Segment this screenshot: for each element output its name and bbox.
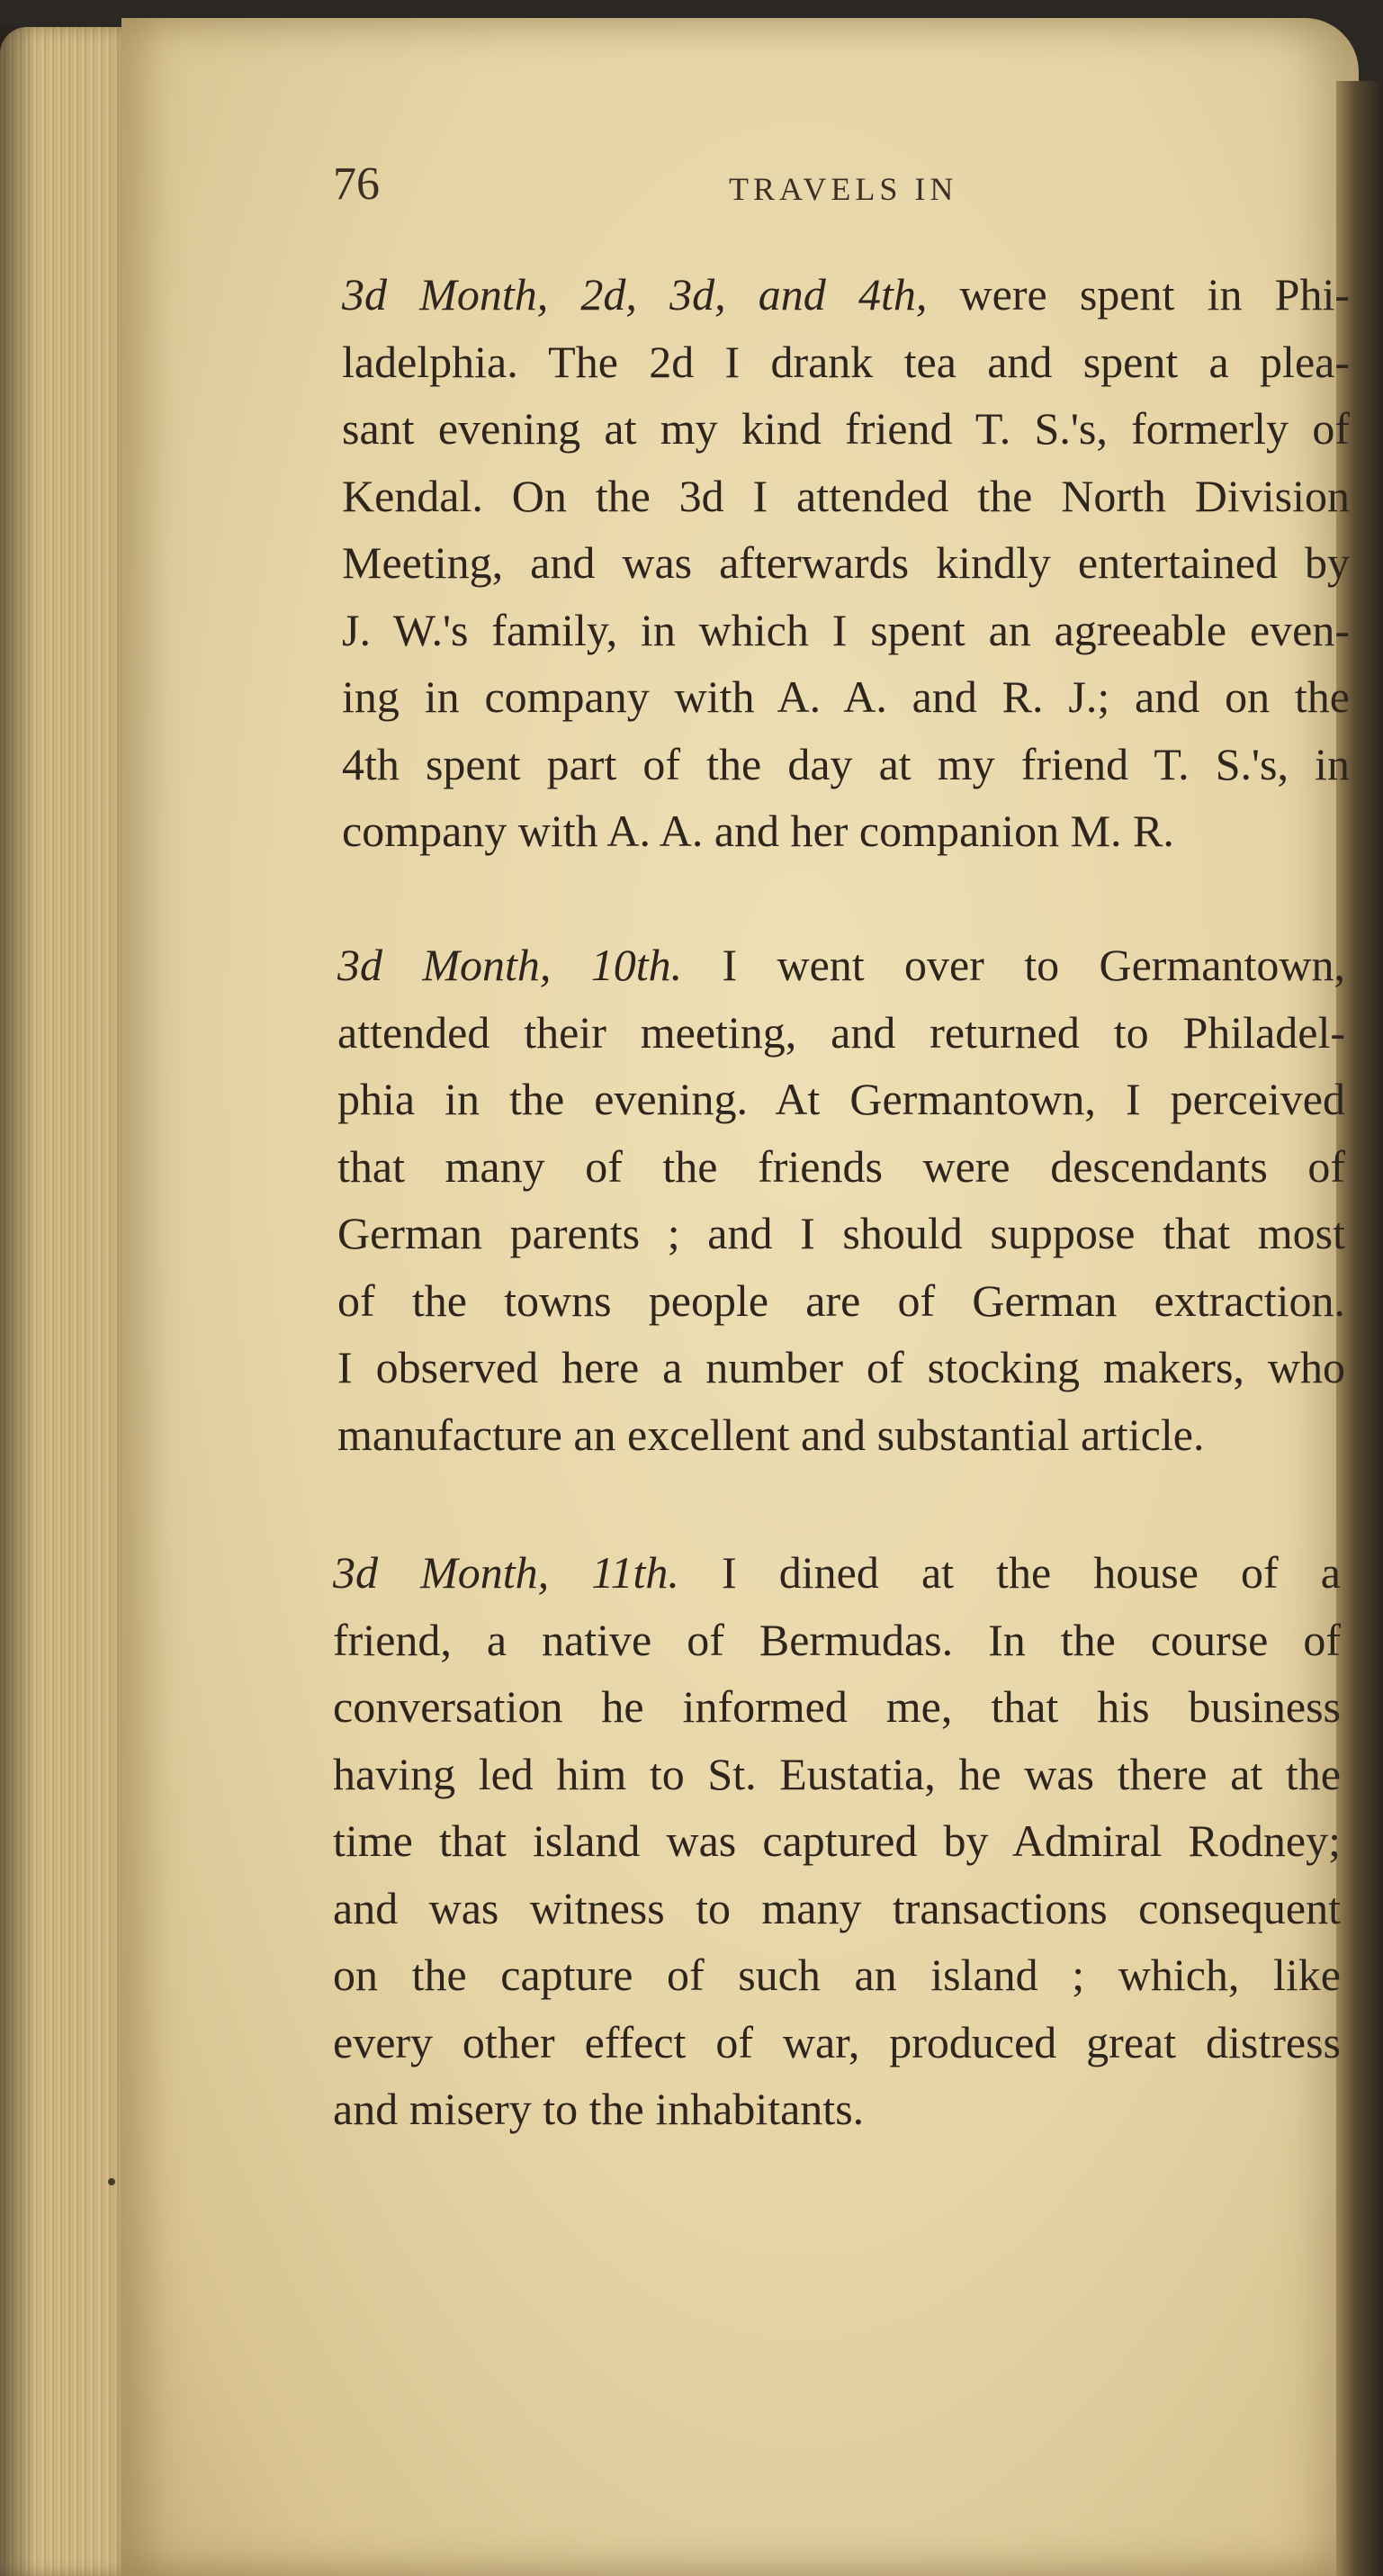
text-line: ing in company with A. A. and R. J.; and on the — [342, 671, 1350, 722]
text-line: Meeting, and was afterwards kindly entertained by — [342, 537, 1350, 588]
text-line — [333, 1539, 1341, 1607]
text-line: that many of the friends were descendants of — [337, 1140, 1345, 1192]
text-line: 4th spent part of the day at my friend T. S.'s, in — [342, 738, 1350, 789]
text-line: on the capture of such an island ; which, like — [333, 1950, 1341, 2000]
text-line: J. W.'s family, in which I spent an agreeable even- — [342, 604, 1350, 655]
running-head: TRAVELS IN — [729, 171, 958, 207]
text-line: Kendal. On the 3d I attended the North Division — [342, 470, 1350, 521]
page-header — [333, 158, 1089, 230]
text-line: of the towns people are of German extraction. — [337, 1274, 1345, 1326]
text-line: attended their meeting, and returned to Philadel- — [337, 1006, 1345, 1058]
date-heading: 3d Month, 11th. — [333, 1547, 679, 1598]
text-line: having led him to St. Eustatia, he was there at the — [333, 1748, 1341, 1799]
line-text: were spent in Phi- — [927, 269, 1350, 320]
paragraph-3 — [333, 1539, 1341, 2143]
line-text: I dined at the house of a — [678, 1547, 1341, 1598]
text-line: and misery to the inhabitants. — [333, 2084, 865, 2134]
paragraph-1 — [342, 261, 1350, 865]
text-line: German parents ; and I should suppose that most — [337, 1208, 1345, 1258]
page-number: 76 — [333, 158, 380, 210]
date-heading: 3d Month, 2d, 3d, and 4th, — [342, 269, 928, 320]
text-line: every other effect of war, produced great distress — [333, 2016, 1341, 2067]
text-line: company with A. A. and her companion M. R. — [342, 806, 1174, 856]
text-line: sant evening at my kind friend T. S.'s, formerly of — [342, 403, 1350, 454]
text-line: phia in the evening. At Germantown, I perceived — [337, 1074, 1345, 1124]
text-line: time that island was captured by Admiral Rodney; — [333, 1815, 1341, 1866]
paragraph-2 — [337, 932, 1345, 1468]
text-line: ladelphia. The 2d I drank tea and spent a plea- — [342, 336, 1350, 387]
date-heading: 3d Month, 10th. — [337, 940, 683, 990]
text-line: I observed here a number of stocking makers, who — [337, 1342, 1345, 1392]
text-line: and was witness to many transactions consequent — [333, 1882, 1341, 1933]
line-text: I went over to Germantown, — [682, 940, 1345, 990]
text-line: conversation he informed me, that his business — [333, 1681, 1341, 1732]
text-line: friend, a native of Bermudas. In the course of — [333, 1614, 1341, 1665]
text-line — [342, 261, 1350, 329]
text-line — [337, 932, 1345, 999]
text-line: manufacture an excellent and substantial article. — [337, 1409, 1205, 1460]
